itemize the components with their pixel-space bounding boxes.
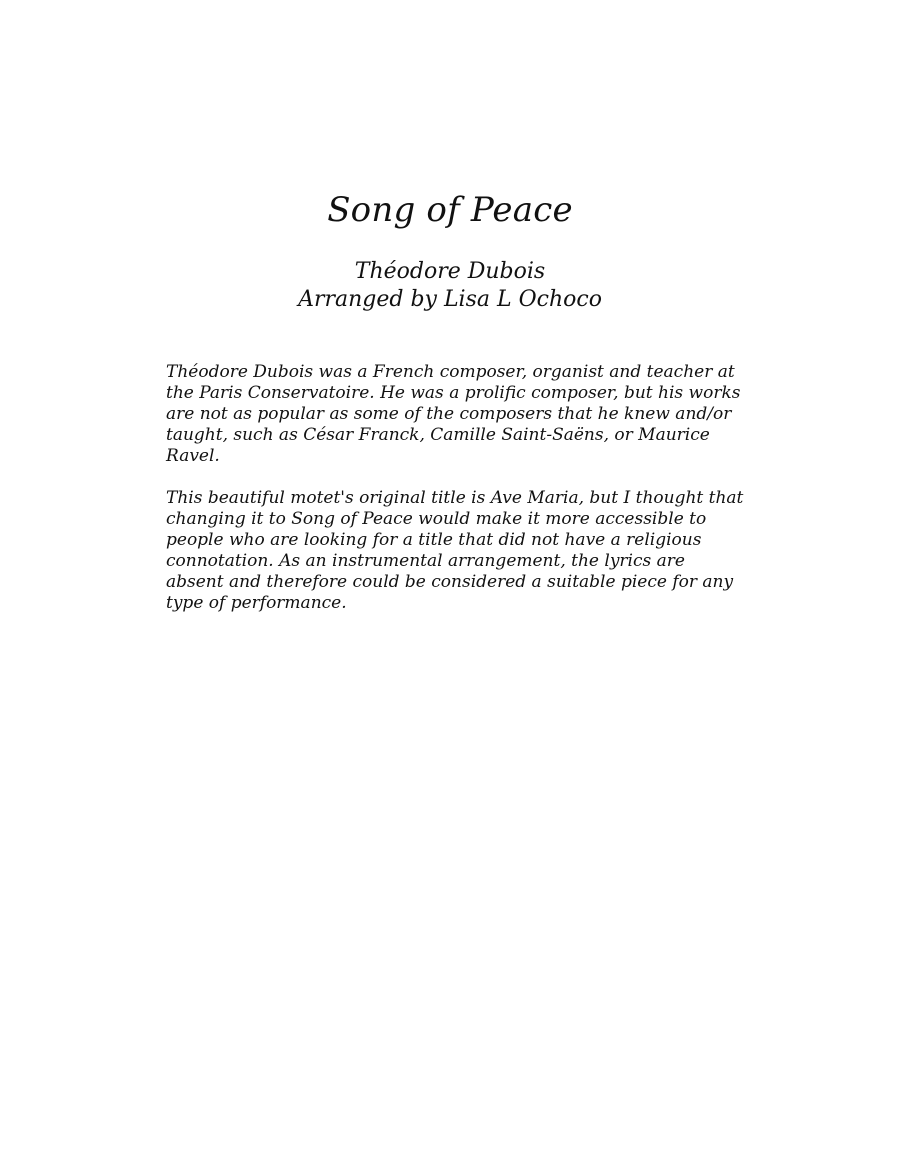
body-text bbox=[166, 362, 746, 635]
arranger-credit: Arranged by Lisa L Ochoco bbox=[298, 287, 602, 312]
paragraph-biography: Théodore Dubois was a French composer, organist and teacher at the Paris Conservatoire. He was a prolific composer, but his works are not as popular as some of the composers that he knew and/or taught, such as César Franck, Camille Saint-Saëns, or Maurice Ravel. bbox=[166, 362, 741, 466]
composer-name: Théodore Dubois bbox=[354, 259, 546, 284]
page-title: Song of Peace bbox=[327, 190, 573, 230]
credits-block bbox=[0, 258, 900, 314]
paragraph-title-note: This beautiful motet's original title is Ave Maria, but I thought that changing it to Song of Peace would make it more accessible to people who are looking for a title that did not have a religious connotation. As an instrumental arrangement, the lyrics are absent and therefore could be considered a suitable piece for any type of performance. bbox=[166, 488, 744, 613]
